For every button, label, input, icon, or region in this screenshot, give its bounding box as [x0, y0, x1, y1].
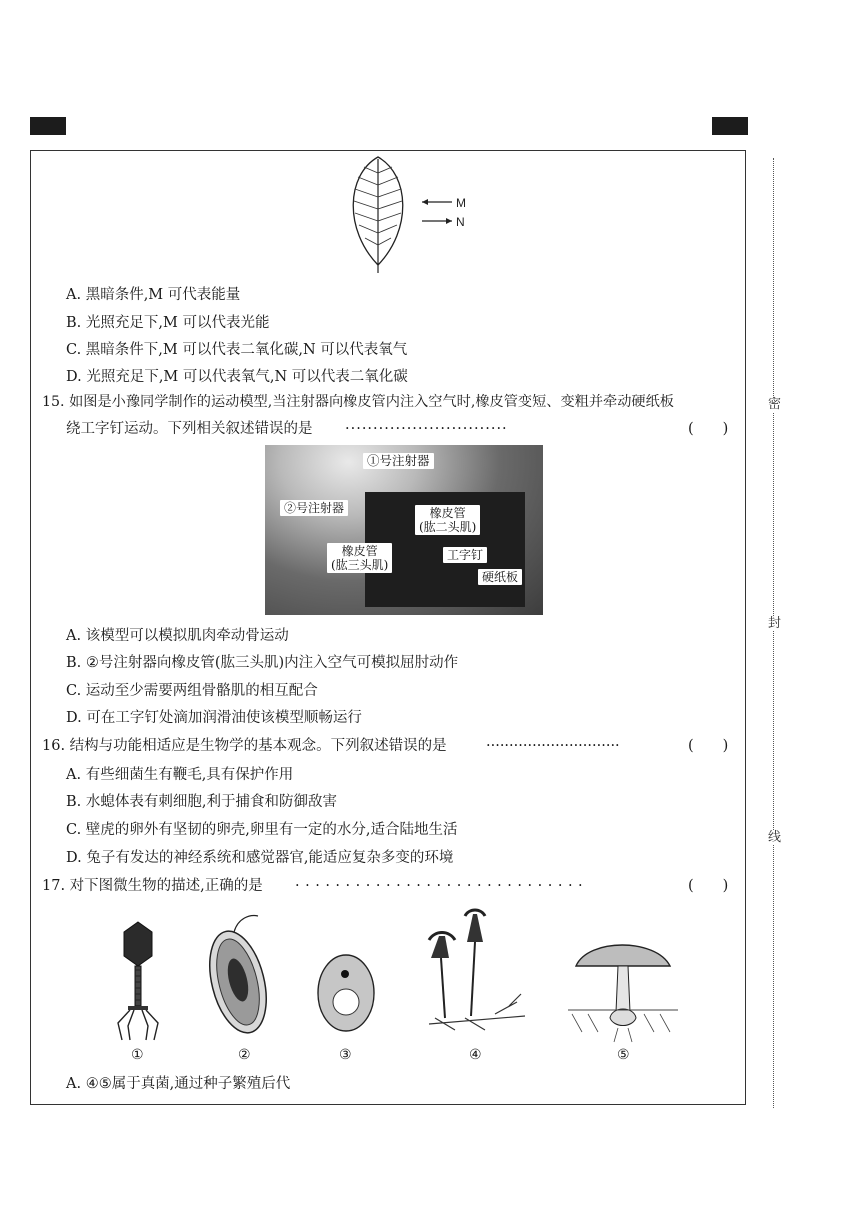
- q14-option-d: D. 光照充足下,M 可以代表氧气,N 可以代表二氧化碳: [66, 369, 408, 385]
- q14-option-b: B. 光照充足下,M 可以代表光能: [66, 315, 270, 331]
- q16-option-a: A. 有些细菌生有鞭毛,具有保护作用: [66, 767, 294, 783]
- caption-5: ⑤: [617, 1047, 630, 1063]
- label-syringe-1: ①号注射器: [363, 453, 434, 469]
- caption-4: ④: [469, 1047, 482, 1063]
- registration-mark-left: [30, 117, 66, 135]
- caption-3: ③: [339, 1047, 352, 1063]
- muscle-model-photo: [265, 445, 543, 615]
- label-tube-biceps: 橡皮管 (肱二头肌): [415, 505, 480, 535]
- q15-dot-leader: ·····························: [345, 421, 508, 437]
- label-nail: 工字钉: [443, 547, 487, 563]
- binding-xian: 线: [768, 830, 782, 845]
- caption-2: ②: [238, 1047, 251, 1063]
- q17-dot-leader: ·····························: [295, 878, 589, 894]
- q16-option-d: D. 兔子有发达的神经系统和感觉器官,能适应复杂多变的环境: [66, 850, 454, 866]
- mold-drawing: [425, 906, 530, 1036]
- q17-stem: 17. 对下图微生物的描述,正确的是: [42, 878, 263, 894]
- bacterium-drawing: [198, 910, 278, 1040]
- q14-option-a: A. 黑暗条件,M 可代表能量: [66, 287, 241, 303]
- q15-answer-paren: ( ): [688, 421, 729, 437]
- binding-mi: 密: [768, 397, 782, 412]
- q16-answer-paren: ( ): [688, 738, 729, 754]
- q15-stem-line1: 15. 如图是小豫同学制作的运动模型,当注射器向橡皮管内注入空气时,橡皮管变短、变粗并牵动硬纸板: [42, 394, 674, 410]
- label-board: 硬纸板: [478, 569, 522, 585]
- q15-option-c: C. 运动至少需要两组骨骼肌的相互配合: [66, 683, 318, 699]
- q16-stem: 16. 结构与功能相适应是生物学的基本观念。下列叙述错误的是: [42, 738, 447, 754]
- q17-answer-paren: ( ): [688, 878, 729, 894]
- arrow-n-label: N: [456, 215, 465, 229]
- binding-feng: 封: [768, 616, 782, 631]
- q16-dot-leader: ·····························: [486, 738, 620, 754]
- q15-stem-line2: 绕工字钉运动。下列相关叙述错误的是: [66, 421, 313, 437]
- q15-option-b: B. ②号注射器向橡皮管(肱三头肌)内注入空气可模拟屈肘动作: [66, 655, 459, 671]
- q15-option-a: A. 该模型可以模拟肌肉牵动骨运动: [66, 628, 289, 644]
- registration-mark-right: [712, 117, 748, 135]
- leaf-diagram: [340, 155, 480, 277]
- arrow-m-label: M: [456, 196, 466, 210]
- q14-option-c: C. 黑暗条件下,M 可以代表二氧化碳,N 可以代表氧气: [66, 342, 408, 358]
- q15-option-d: D. 可在工字钉处滴加润滑油使该模型顺畅运行: [66, 710, 362, 726]
- binding-line: [773, 158, 774, 1108]
- yeast-drawing: [315, 952, 377, 1034]
- mushroom-drawing: [568, 932, 678, 1044]
- q17-option-a: A. ④⑤属于真菌,通过种子繁殖后代: [66, 1076, 291, 1092]
- q16-option-c: C. 壁虎的卵外有坚韧的卵壳,卵里有一定的水分,适合陆地生活: [66, 822, 458, 838]
- label-syringe-2: ②号注射器: [280, 500, 348, 516]
- caption-1: ①: [131, 1047, 144, 1063]
- label-tube-triceps: 橡皮管 (肱三头肌): [327, 543, 392, 573]
- phage-drawing: [112, 918, 164, 1043]
- q16-option-b: B. 水螅体表有刺细胞,利于捕食和防御敌害: [66, 794, 337, 810]
